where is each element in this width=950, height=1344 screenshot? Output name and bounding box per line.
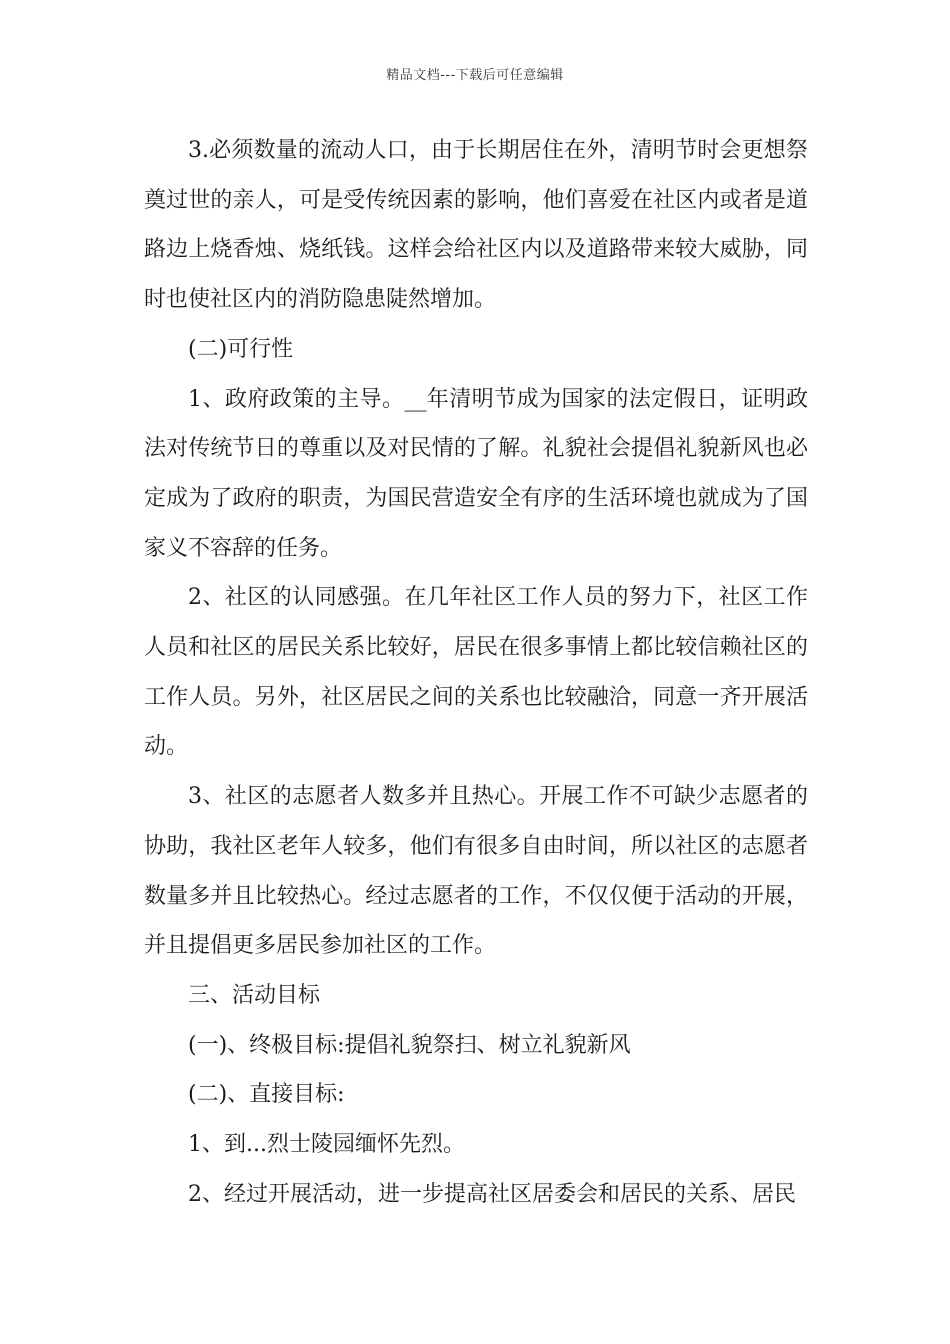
direct-goal-2: 2、经过开展活动，进一步提高社区居委会和居民的关系、居民 bbox=[188, 1181, 796, 1207]
document-body bbox=[144, 126, 808, 1219]
heading-activity-goals: 三、活动目标 bbox=[188, 982, 321, 1008]
heading-feasibility: (二)可行性 bbox=[188, 336, 294, 362]
paragraph-floating-population: 3.必须数量的流动人口，由于长期居住在外，清明节时会更想祭奠过世的亲人，可是受传统因素的影响，他们喜爱在社区内或者是道路边上烧香烛、烧纸钱。这样会给社区内以及道路带来较大威胁，同时也使社区内的消防隐患陡然增加。 bbox=[144, 138, 808, 313]
direct-goal-1: 1、到...烈士陵园缅怀先烈。 bbox=[188, 1132, 465, 1158]
paragraph-volunteers: 3、社区的志愿者人数多并且热心。开展工作不可缺少志愿者的协助，我社区老年人较多，他们有很多自由时间，所以社区的志愿者数量多并且比较热心。经过志愿者的工作，不仅仅便于活动的开展，并且提倡更多居民参加社区的工作。 bbox=[144, 784, 808, 959]
ultimate-goal: (一)、终极目标:提倡礼貌祭扫、树立礼貌新风 bbox=[188, 1032, 631, 1058]
paragraph-community-identity: 2、社区的认同感强。在几年社区工作人员的努力下，社区工作人员和社区的居民关系比较好，居民在很多事情上都比较信赖社区的工作人员。另外，社区居民之间的关系也比较融洽，同意一齐开展活动。 bbox=[144, 585, 808, 760]
heading-direct-goals: (二)、直接目标: bbox=[188, 1082, 345, 1108]
paragraph-government-policy: 1、政府政策的主导。__年清明节成为国家的法定假日，证明政法对传统节日的尊重以及对民情的了解。礼貌社会提倡礼貌新风也必定成为了政府的职责，为国民营造安全有序的生活环境也就成为了国家义不容辞的任务。 bbox=[144, 386, 808, 561]
page-header: 精品文档---下载后可任意编辑 bbox=[386, 68, 564, 83]
